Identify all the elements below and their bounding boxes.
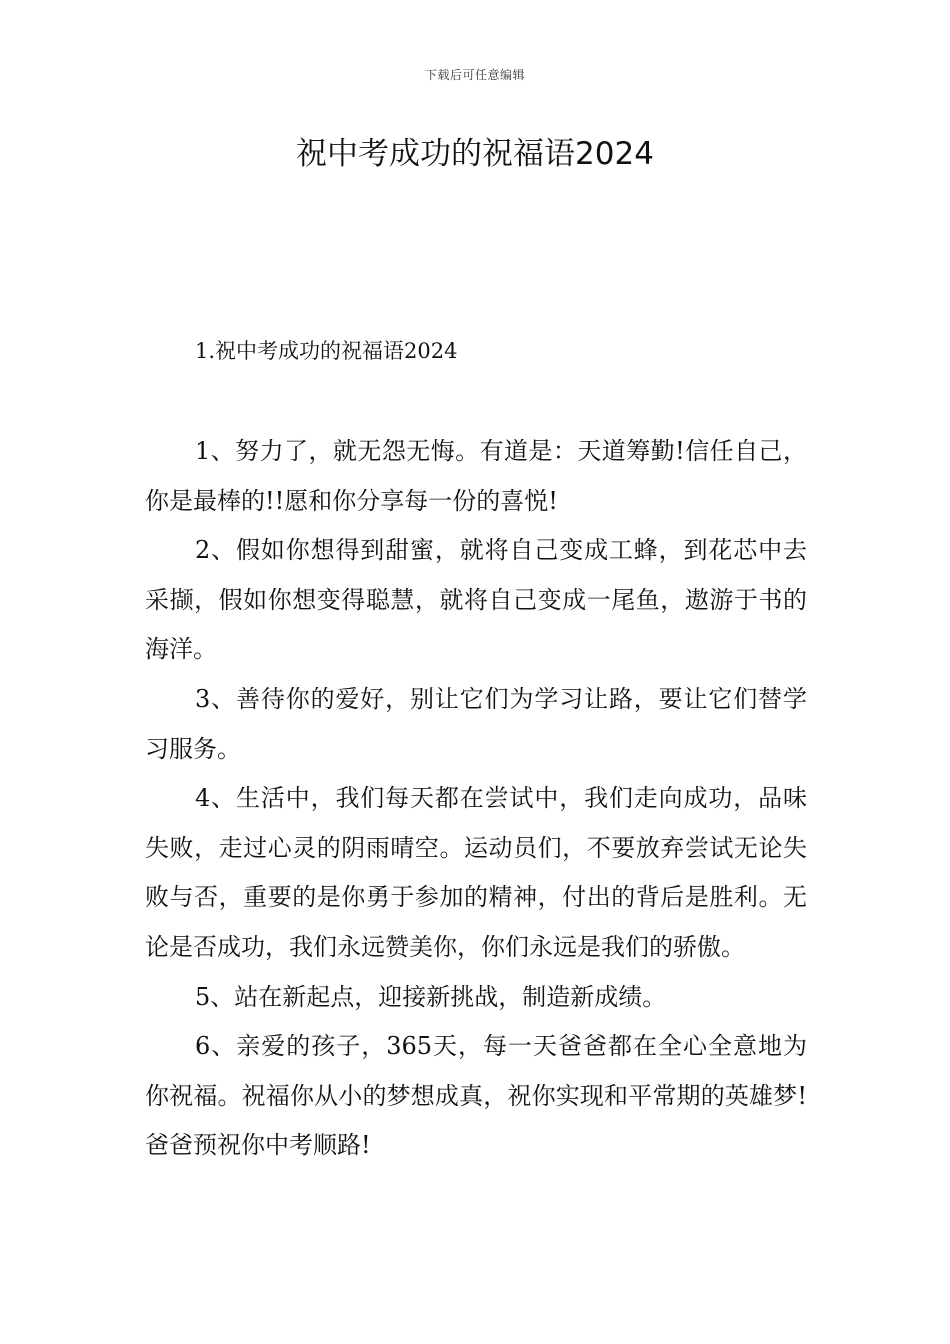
paragraph-3: 3、善待你的爱好，别让它们为学习让路，要让它们替学习服务。 <box>145 684 807 763</box>
paragraph-4: 4、生活中，我们每天都在尝试中，我们走向成功，品味失败，走过心灵的阴雨晴空。运动员们，不要放弃尝试无论失败与否，重要的是你勇于参加的精神，付出的背后是胜利。无论是否成功，我们永远赞美你，你们永远是我们的骄傲。 <box>145 784 807 961</box>
paragraph-5: 5、站在新起点，迎接新挑战，制造新成绩。 <box>195 982 667 1011</box>
paragraph-6: 6、亲爱的孩子，365天，每一天爸爸都在全心全意地为你祝福。祝福你从小的梦想成真，祝你实现和平常期的英雄梦!爸爸预祝你中考顺路! <box>145 1032 807 1160</box>
document-body <box>145 427 807 1171</box>
paragraph-2: 2、假如你想得到甜蜜，就将自己变成工蜂，到花芯中去采撷，假如你想变得聪慧，就将自己变成一尾鱼，遨游于书的海洋。 <box>145 536 807 664</box>
page-header-note: 下载后可任意编辑 <box>424 68 525 82</box>
paragraph-1: 1、努力了，就无怨无悔。有道是：天道筹勤!信任自己，你是最棒的!!愿和你分享每一份的喜悦! <box>145 437 807 515</box>
section-heading: 1.祝中考成功的祝福语2024 <box>195 339 458 363</box>
document-title: 祝中考成功的祝福语2024 <box>296 136 654 172</box>
